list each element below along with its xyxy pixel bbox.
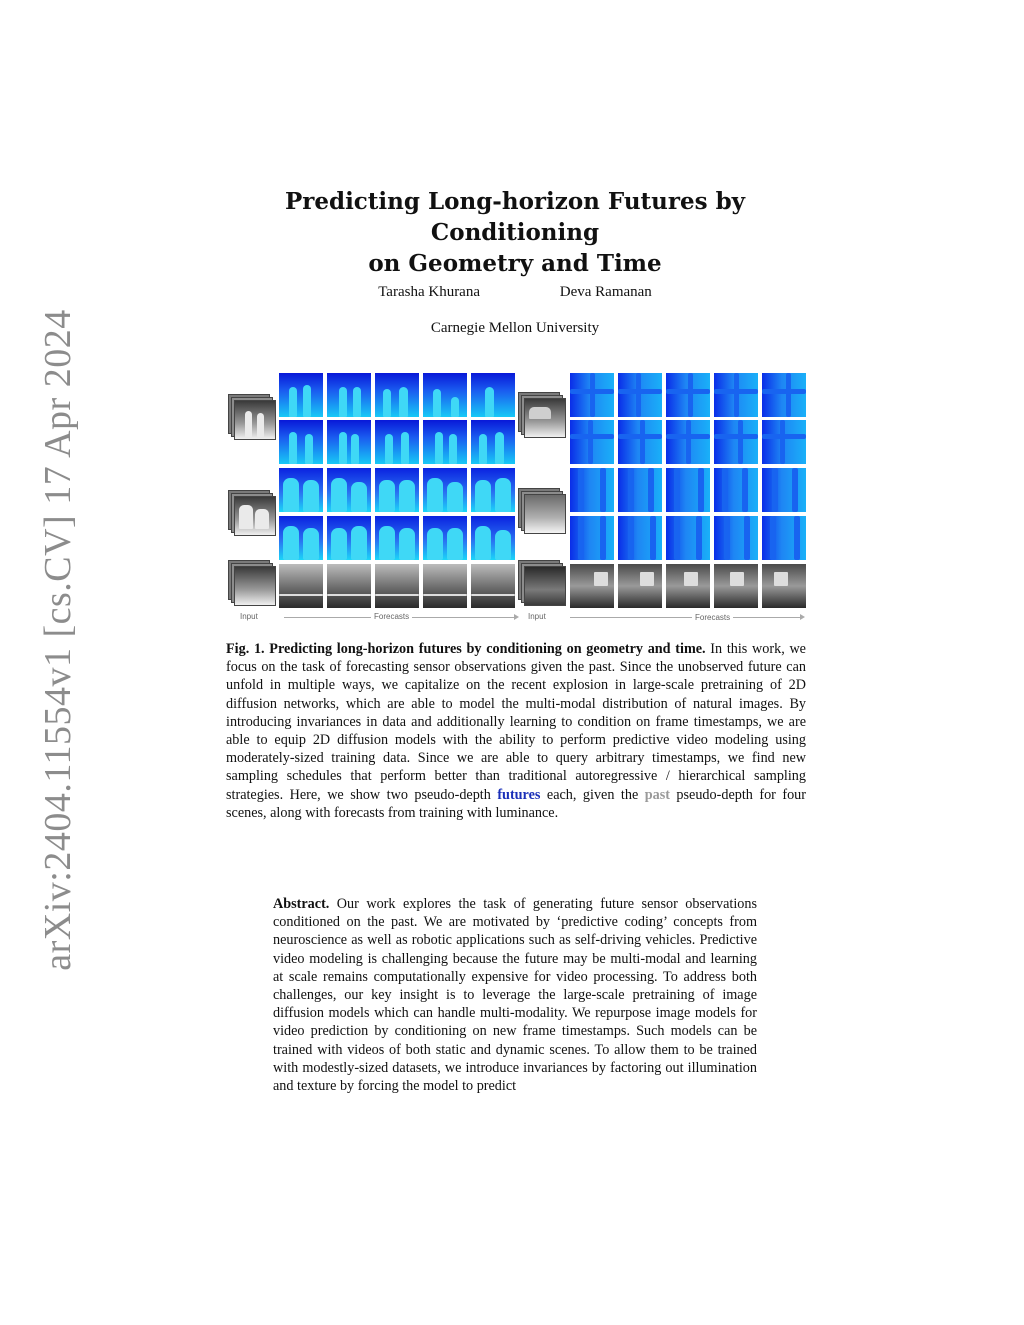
forecast-tile <box>375 468 419 512</box>
forecast-tile <box>714 373 758 417</box>
forecast-tile <box>666 373 710 417</box>
forecast-tile <box>714 468 758 512</box>
left-input-label: Input <box>240 612 258 621</box>
luminance-forecast-tile <box>423 564 467 608</box>
author-1: Tarasha Khurana <box>378 284 481 300</box>
input-stack-street <box>228 560 274 604</box>
forecast-tile <box>279 468 323 512</box>
forecast-tile <box>327 373 371 417</box>
forecast-tile <box>714 420 758 464</box>
luminance-forecast-tile <box>762 564 806 608</box>
right-forecasts-label: Forecasts <box>692 613 733 622</box>
forecast-tile <box>570 373 614 417</box>
luminance-forecast-tile <box>375 564 419 608</box>
abstract <box>273 895 757 1095</box>
forecast-tile <box>423 516 467 560</box>
forecast-tile <box>570 468 614 512</box>
figure-caption <box>226 640 806 822</box>
caption-text: In this work, we focus on the task of forecasting sensor observations given the past. Since the unobserved future can unfold in multiple ways, we capitalize on the recent explosion in large-scale pretraining of 2D diffusion networks, which are able to model the multi-modal distribution of natural images. By introducing invariances in data and additionally learning to condition on frame timestamps, we are able to equip 2D diffusion models with the ability to perform predictive video modeling using moderately-sized training data. Since we are able to query arbitrary timestamps, we find new sampling schedules that perform better than traditional autoregressive / hierarchical sampling strategies. Here, we show two pseudo-depth <box>226 641 806 803</box>
right-axis-arrow <box>800 614 805 620</box>
luminance-forecast-tile <box>471 564 515 608</box>
luminance-forecast-tile <box>618 564 662 608</box>
title-line-1: Predicting Long-horizon Futures by Conditioning <box>284 188 746 246</box>
forecast-tile <box>375 420 419 464</box>
forecast-tile <box>762 420 806 464</box>
forecast-tile <box>471 468 515 512</box>
left-forecasts-label: Forecasts <box>371 612 412 621</box>
forecast-tile <box>471 373 515 417</box>
forecast-tile <box>327 420 371 464</box>
forecast-tile <box>618 516 662 560</box>
input-stack-cyclist <box>518 560 564 604</box>
forecast-tile <box>279 373 323 417</box>
caption-futures-word: futures <box>497 786 541 803</box>
forecast-tile <box>714 516 758 560</box>
caption-heading: Fig. 1. Predicting long-horizon futures by conditioning on geometry and time. <box>226 641 706 657</box>
forecast-tile <box>762 516 806 560</box>
forecast-tile <box>423 420 467 464</box>
input-stack-room <box>518 488 564 532</box>
caption-past-word: past <box>644 786 670 803</box>
forecast-tile <box>375 516 419 560</box>
abstract-text: Our work explores the task of generating future sensor observations conditioned on the past. We are motivated by ‘predictive coding’ concepts from neuroscience as well as robotic applications such as self-driving vehicles. Predictive video modeling is challenging because the future may be multi-modal and learning at scale remains computationally expensive for video processing. To address both challenges, our key insight is to leverage the large-scale pretraining of image diffusion models which can handle multi-modality. We repurpose image models for video prediction by conditioning on new frame timestamps. Such models can be trained with videos of both static and dynamic scenes. To allow them to be trained with modestly-sized datasets, we introduce invariances by factoring out illumination and texture by forcing the model to predict <box>273 896 757 1095</box>
right-input-label: Input <box>528 612 546 621</box>
paper-title <box>215 186 815 279</box>
input-stack-indoor <box>228 490 274 534</box>
forecast-tile <box>618 373 662 417</box>
left-axis-arrow <box>514 614 519 620</box>
forecast-tile <box>279 420 323 464</box>
forecast-tile <box>570 420 614 464</box>
forecast-tile <box>471 420 515 464</box>
forecast-tile <box>618 420 662 464</box>
luminance-forecast-tile <box>714 564 758 608</box>
right-time-axis <box>570 617 802 618</box>
forecast-tile <box>762 373 806 417</box>
forecast-tile <box>423 373 467 417</box>
authors <box>215 284 815 301</box>
forecast-tile <box>762 468 806 512</box>
luminance-forecast-tile <box>327 564 371 608</box>
title-line-2: on Geometry and Time <box>368 250 662 277</box>
forecast-tile <box>666 468 710 512</box>
forecast-tile <box>570 516 614 560</box>
forecast-tile <box>327 516 371 560</box>
luminance-forecast-tile <box>666 564 710 608</box>
forecast-tile <box>666 516 710 560</box>
forecast-tile <box>423 468 467 512</box>
luminance-forecast-tile <box>570 564 614 608</box>
forecast-tile <box>666 420 710 464</box>
luminance-forecast-tile <box>279 564 323 608</box>
caption-text-3: pseudo-depth for four scenes, along with forecasts from training with luminance. <box>226 786 807 821</box>
affiliation: Carnegie Mellon University <box>430 320 600 336</box>
forecast-tile <box>471 516 515 560</box>
arxiv-stamp: arXiv:2404.11554v1 [cs.CV] 17 Apr 2024 <box>37 309 79 971</box>
forecast-tile <box>279 516 323 560</box>
teaser-figure <box>226 370 806 625</box>
input-stack-people <box>228 394 274 438</box>
abstract-heading: Abstract. <box>273 896 330 912</box>
forecast-tile <box>327 468 371 512</box>
forecast-tile <box>375 373 419 417</box>
author-2: Deva Ramanan <box>559 284 652 300</box>
input-stack-arm <box>518 392 564 436</box>
forecast-tile <box>618 468 662 512</box>
caption-text-2: each, given the <box>540 786 645 803</box>
